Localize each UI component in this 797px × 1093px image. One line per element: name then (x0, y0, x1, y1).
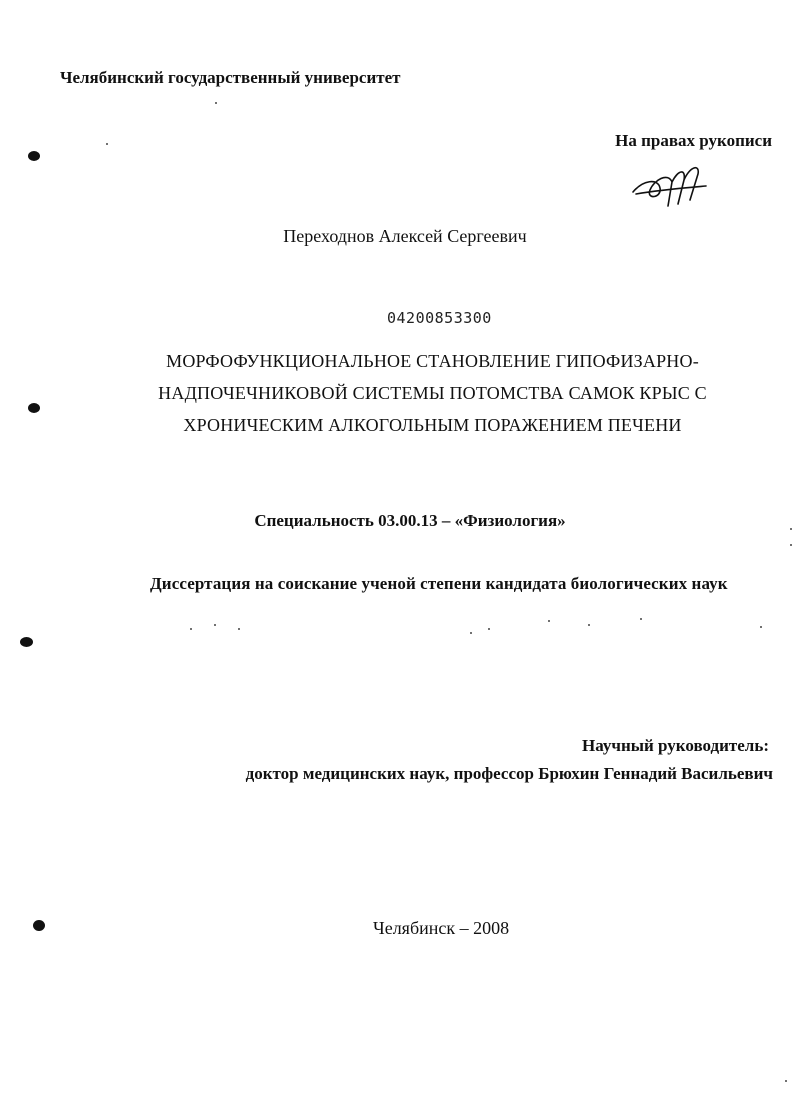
author-name: Переходнов Алексей Сергеевич (283, 226, 527, 246)
scan-speck (785, 1080, 787, 1082)
scan-speck (190, 628, 192, 630)
dissertation-title-line-1: МОРФОФУНКЦИОНАЛЬНОЕ СТАНОВЛЕНИЕ ГИПОФИЗАРНО- (166, 351, 699, 371)
scan-speck (548, 620, 550, 622)
scan-hole-mark (28, 403, 40, 413)
supervisor-label: Научный руководитель: (582, 736, 769, 755)
scan-hole-mark (33, 920, 45, 931)
dissertation-title-line-2: НАДПОЧЕЧНИКОВОЙ СИСТЕМЫ ПОТОМСТВА САМОК КРЫС С (158, 383, 707, 403)
scan-speck (790, 544, 792, 546)
scan-speck (760, 626, 762, 628)
manuscript-note: На правах рукописи (615, 131, 772, 150)
university-name: Челябинский государственный университет (60, 68, 401, 87)
scan-speck (640, 618, 642, 620)
scan-speck (106, 143, 108, 145)
scan-speck (790, 528, 792, 530)
specialty: Специальность 03.00.13 – «Физиология» (254, 511, 566, 530)
scan-speck (470, 632, 472, 634)
scan-speck (215, 102, 217, 104)
handwritten-signature-icon (628, 160, 708, 210)
scan-speck (488, 628, 490, 630)
dissertation-note: Диссертация на соискание ученой степени кандидата биологических наук (150, 574, 728, 593)
registration-code: 04200853300 (387, 309, 492, 327)
city-year: Челябинск – 2008 (373, 918, 510, 938)
scan-hole-mark (20, 637, 33, 647)
scan-speck (588, 624, 590, 626)
supervisor-name: доктор медицинских наук, профессор Брюхин Геннадий Васильевич (245, 764, 773, 783)
scan-speck (214, 624, 216, 626)
scan-hole-mark (28, 151, 40, 161)
scan-speck (238, 628, 240, 630)
dissertation-title-line-3: ХРОНИЧЕСКИМ АЛКОГОЛЬНЫМ ПОРАЖЕНИЕМ ПЕЧЕНИ (183, 415, 682, 435)
